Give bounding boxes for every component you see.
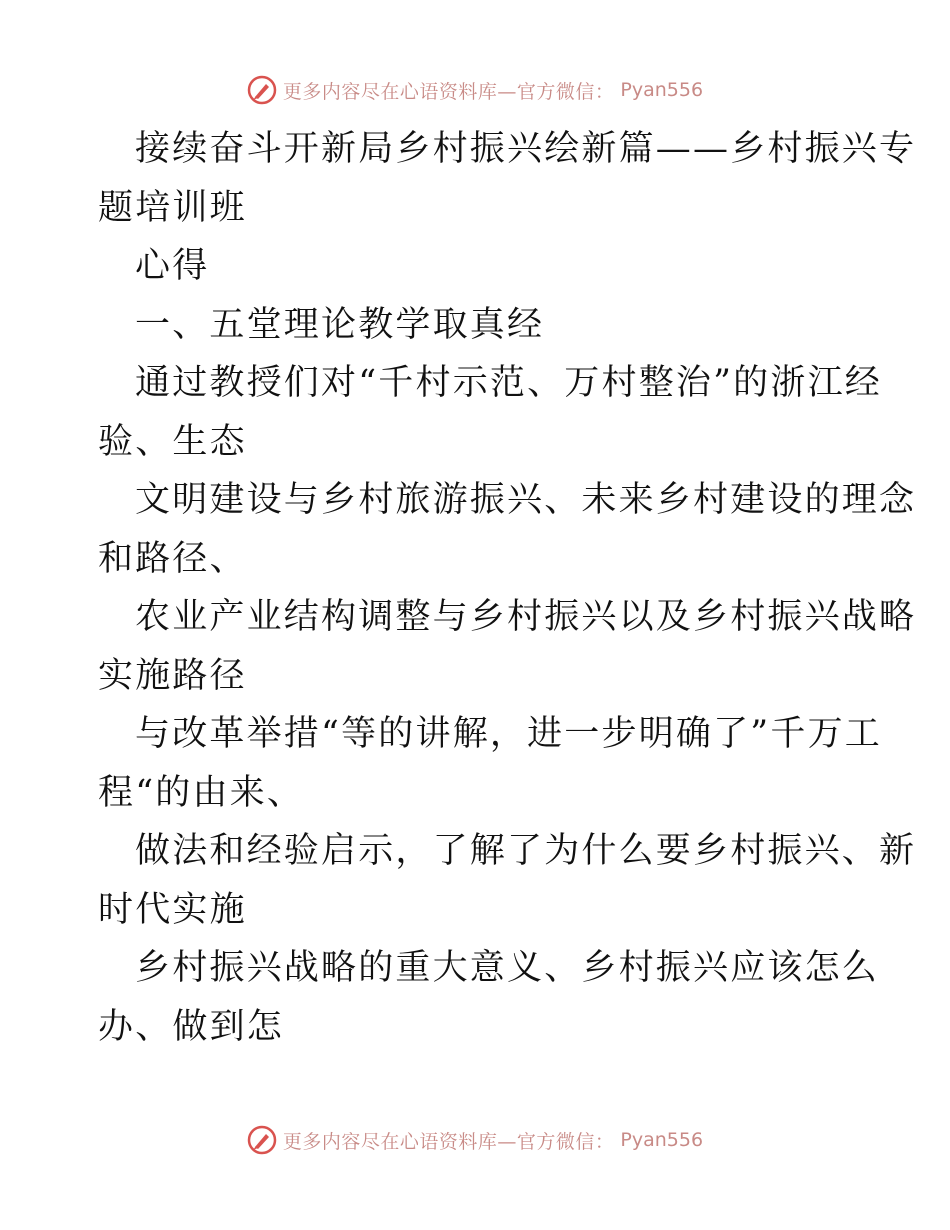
text-line: 文明建设与乡村旅游振兴、未来乡村建设的理念 — [135, 480, 917, 520]
text-line: 和路径、 — [98, 538, 247, 579]
watermark-wechat-id: Pyan556 — [620, 79, 704, 101]
watermark-text: 更多内容尽在心语资料库—官方微信： — [282, 1130, 615, 1153]
document-body — [98, 120, 917, 1056]
text-line: 乡村振兴战略的重大意义、乡村振兴应该怎么 — [135, 948, 880, 988]
watermark-wechat-id: Pyan556 — [620, 1129, 704, 1151]
text-line: 办、做到怎 — [98, 1006, 285, 1047]
text-line: 做法和经验启示，了解了为什么要乡村振兴、新 — [135, 831, 917, 871]
pen-logo-icon — [247, 1125, 277, 1155]
text-line: 时代实施 — [98, 889, 247, 930]
header-watermark — [0, 70, 950, 110]
text-line: 验、生态 — [98, 421, 247, 462]
text-line: 一、五堂理论教学取真经 — [135, 304, 545, 345]
footer-watermark — [0, 1120, 950, 1160]
text-line: 实施路径 — [98, 655, 247, 696]
text-line: 农业产业结构调整与乡村振兴以及乡村振兴战略 — [135, 597, 917, 637]
text-line: 与改革举措“等的讲解，进一步明确了”千万工 — [135, 714, 882, 754]
text-line: 通过教授们对“千村示范、万村整治”的浙江经 — [135, 363, 882, 403]
pen-logo-icon — [247, 75, 277, 105]
text-line: 接续奋斗开新局乡村振兴绘新篇——乡村振兴专 — [135, 129, 917, 169]
watermark-text: 更多内容尽在心语资料库—官方微信： — [282, 80, 615, 103]
text-line: 程“的由来、 — [98, 772, 305, 813]
text-line: 题培训班 — [98, 187, 247, 228]
text-line: 心得 — [135, 246, 210, 286]
